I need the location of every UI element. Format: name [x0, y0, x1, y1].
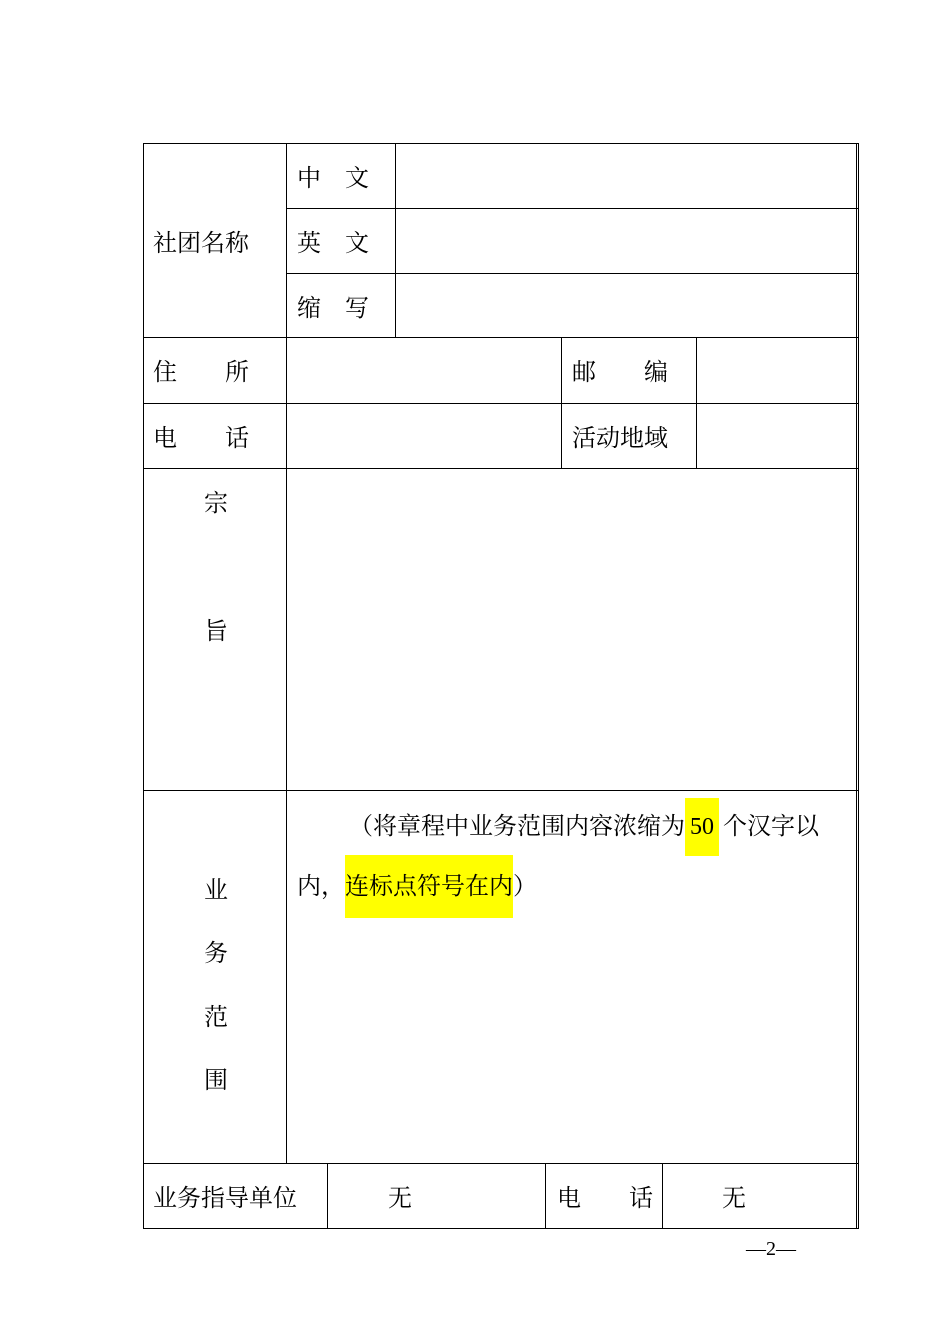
col-divider [327, 1163, 328, 1228]
col-divider [286, 143, 287, 1163]
supervisor-phone-value: 无 [722, 1184, 746, 1212]
org-name-label: 社团名称 [153, 229, 249, 257]
table-border-right [856, 143, 857, 1229]
scope-label-char: 范 [204, 1003, 228, 1031]
page-number: —2— [746, 1238, 796, 1260]
supervisor-label: 业务指导单位 [153, 1184, 297, 1212]
name-chinese-label: 中 文 [297, 164, 369, 192]
col-divider [561, 337, 562, 468]
scope-label-char: 围 [204, 1066, 228, 1094]
table-border-top [143, 143, 858, 144]
address-label: 住 所 [153, 358, 249, 386]
supervisor-phone-label: 电 话 [557, 1184, 653, 1212]
col-divider [696, 337, 697, 468]
col-divider [395, 143, 396, 337]
row-divider [143, 1163, 858, 1164]
table-border-right-outer [858, 143, 859, 1229]
scope-note-text: 内， [297, 872, 345, 900]
scope-note-text: （将章程中业务范围内容浓缩为 [349, 812, 685, 840]
scope-label-char: 业 [204, 876, 228, 904]
name-abbr-label: 缩 写 [297, 294, 369, 322]
purpose-label-char: 旨 [204, 617, 228, 645]
table-border-left [143, 143, 144, 1229]
row-divider [143, 790, 858, 791]
name-english-label: 英 文 [297, 229, 369, 257]
row-divider [287, 208, 858, 209]
scope-label-char: 务 [204, 939, 228, 967]
scope-note-text: ） [513, 872, 537, 900]
scope-note-line-1 [349, 797, 819, 856]
row-divider [287, 273, 858, 274]
scope-note-line-2 [297, 855, 537, 918]
scope-note-text: 个汉字以 [723, 812, 819, 840]
col-divider [545, 1163, 546, 1228]
phone-label: 电 话 [153, 424, 249, 452]
scope-note-highlight-text: 连标点符号在内 [345, 855, 513, 918]
purpose-label-char: 宗 [204, 489, 228, 517]
activity-area-label: 活动地域 [572, 424, 668, 452]
postcode-label: 邮 编 [572, 358, 668, 386]
row-divider [143, 468, 858, 469]
row-divider [143, 337, 858, 338]
scope-note-highlight-number: 50 [685, 798, 719, 856]
supervisor-value: 无 [388, 1184, 412, 1212]
table-border-bottom [143, 1228, 858, 1229]
col-divider [662, 1163, 663, 1228]
row-divider [143, 403, 858, 404]
